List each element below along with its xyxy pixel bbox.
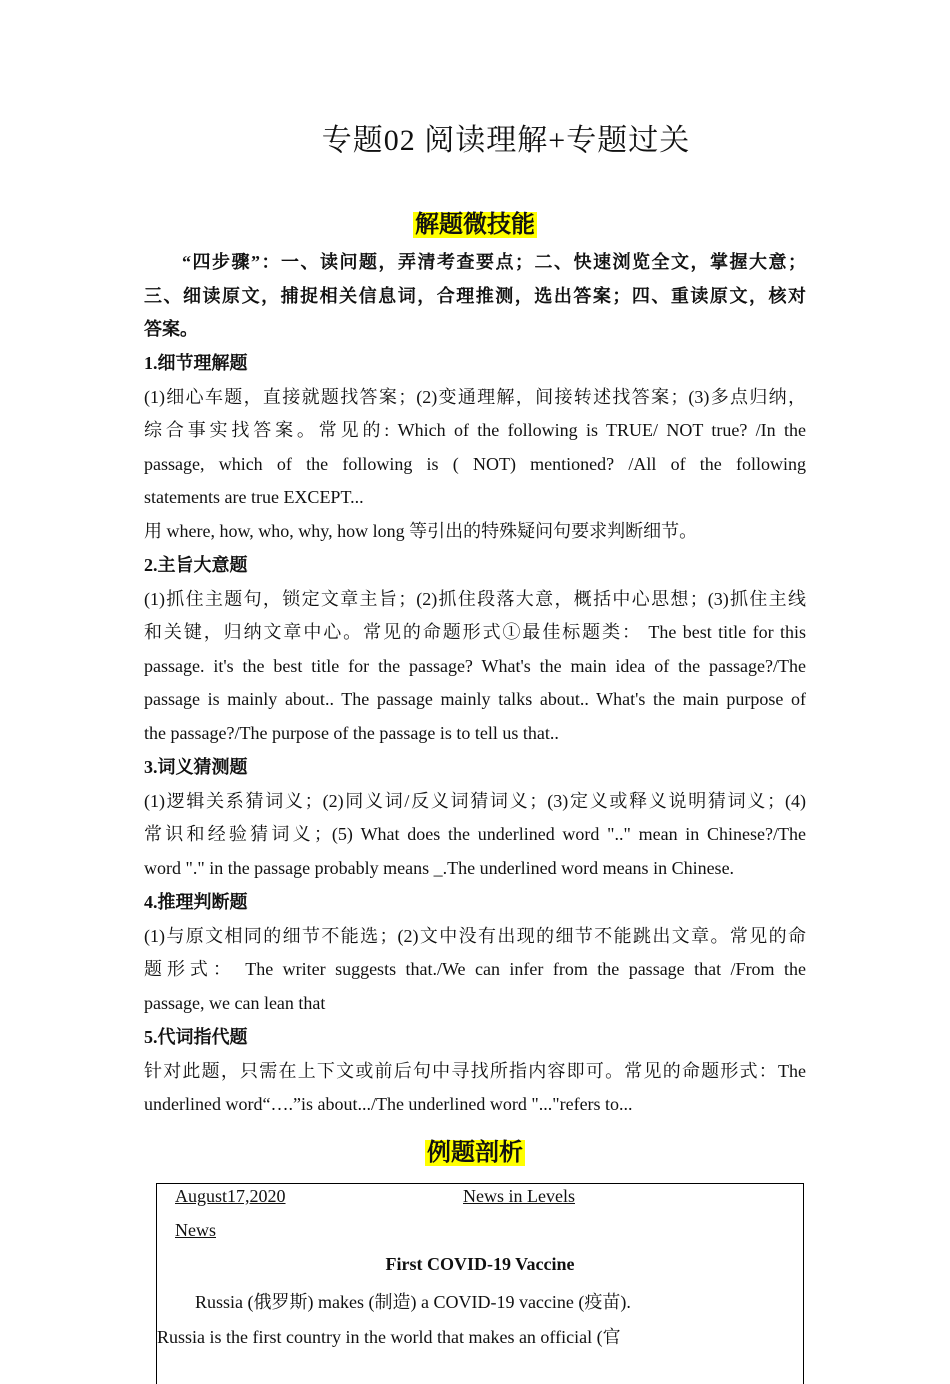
- section-line: 用 where, how, who, why, how long 等引出的特殊疑问句要求判断细节。: [144, 520, 698, 541]
- section-line: (1)细心车题，直接就题找答案；(2)变通理解，间接转述找答案；(3)多点归纳，: [144, 386, 806, 407]
- section-line: passage, we can lean that: [144, 992, 326, 1013]
- section-line: passage is mainly about.. The passage mainly talks about.. What's the main purpose of: [144, 689, 806, 709]
- article-category-text: News: [175, 1220, 216, 1240]
- page-title: 专题02 阅读理解+专题过关: [321, 124, 691, 157]
- article-paragraph: Russia (俄罗斯) makes (制造) a COVID-19 vaccine (疫苗).: [195, 1292, 631, 1312]
- section-line: word "." in the passage probably means _.The underlined word means in Chinese.: [144, 857, 735, 878]
- article-box: [156, 1183, 804, 1384]
- section-line: the passage?/The purpose of the passage is to tell us that..: [144, 722, 559, 743]
- skills-heading: [0, 204, 950, 239]
- section-line: underlined word“….”is about.../The underlined word "..."refers to...: [144, 1094, 633, 1114]
- section-line: 和关键，归纳文章中心。常见的命题形式①最佳标题类： The best title for this: [144, 622, 806, 642]
- section-line: passage, which of the following is ( NOT) mentioned? /All of the following: [144, 453, 806, 474]
- steps-line: “四步骤”：一、读问题，弄清考查要点；二、快速浏览全文，掌握大意；: [182, 252, 806, 272]
- article-category: [175, 1220, 519, 1241]
- skills-heading-text: 解题微技能: [415, 212, 535, 238]
- section-heading: 3.词义猜测题: [144, 757, 248, 777]
- article-paragraph: Russia is the first country in the world that makes an official (官: [157, 1327, 621, 1347]
- example-heading-text: 例题剖析: [427, 1140, 523, 1166]
- section-line: 题形式： The writer suggests that./We can infer from the passage that /From the: [144, 959, 806, 979]
- article-date-text: August17,2020: [175, 1186, 286, 1206]
- section-line: statements are true EXCEPT...: [144, 487, 364, 507]
- sections-block: [144, 346, 806, 1122]
- section-line: 针对此题，只需在上下文或前后句中寻找所指内容即可。常见的命题形式：The: [144, 1060, 806, 1081]
- steps-block: [144, 246, 806, 347]
- section-line: 综合事实找答案。常见的: Which of the following is TRUE/ NOT true? /In the: [144, 420, 806, 440]
- section-heading: 5.代词指代题: [144, 1027, 248, 1047]
- example-heading: [0, 1132, 950, 1167]
- article-headline: First COVID-19 Vaccine: [385, 1254, 575, 1274]
- section-line: 常识和经验猜词义；(5) What does the underlined word ".." mean in Chinese?/The: [144, 824, 806, 844]
- section-heading: 2.主旨大意题: [144, 555, 248, 575]
- steps-line: 三、细读原文，捕捉相关信息词，合理推测，选出答案；四、重读原文，核对: [144, 285, 806, 306]
- section-heading: 1.细节理解题: [144, 353, 248, 373]
- steps-line: 答案。: [144, 319, 198, 339]
- section-heading: 4.推理判断题: [144, 892, 248, 912]
- section-line: (1)抓住主题句，锁定文章主旨；(2)抓住段落大意，概括中心思想；(3)抓住主线: [144, 588, 806, 609]
- section-line: passage. it's the best title for the passage? What's the main idea of the passage?/The: [144, 655, 806, 676]
- article-source: News in Levels: [463, 1186, 575, 1206]
- section-line: (1)与原文相同的细节不能选；(2)文中没有出现的细节不能跳出文章。常见的命: [144, 925, 806, 946]
- section-line: (1)逻辑关系猜词义；(2)同义词/反义词猜词义；(3)定义或释义说明猜词义；(4): [144, 790, 806, 811]
